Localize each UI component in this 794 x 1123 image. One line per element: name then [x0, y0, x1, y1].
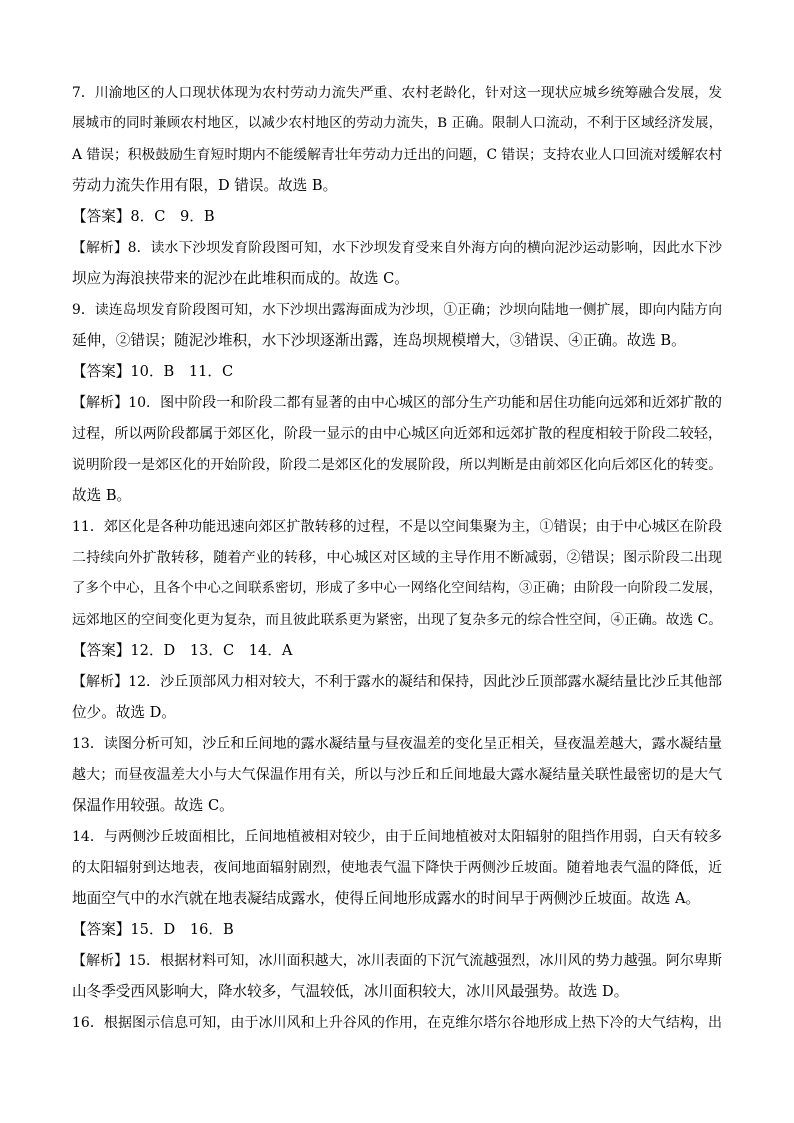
text-line: 【解析】8．读水下沙坝发育阶段图可知，水下沙坝发育受来自外海方向的横向泥沙运动影响，因此水下沙 [72, 240, 722, 256]
text-line: 地面空气中的水汽就在地表凝结成露水，使得丘间地形成露水的时间早于两侧沙丘坡面。故选 A。 [72, 890, 701, 907]
text-line: 坝应为海浪挟带来的泥沙在此堆积而成的。故选 C。 [72, 270, 409, 287]
text-line: 了多个中心，且各个中心之间联系密切，形成了多中心一网络化空间结构，③正确；由阶段一向阶段二发展， [72, 581, 722, 596]
answer-heading: 【答案】10．B 11．C [72, 363, 234, 380]
text-line: 山冬季受西风影响大，降水较多，气温较低，冰川面积较大，冰川风最强势。故选 D。 [72, 983, 629, 1000]
text-line: 保温作用较强。故选 C。 [72, 797, 234, 814]
text-line: A 错误；积极鼓励生育短时期内不能缓解青壮年劳动力迁出的问题，C 错误；支持农业人口回流对缓解农村 [72, 147, 723, 163]
text-line: 13．读图分析可知，沙丘和丘间地的露水凝结量与昼夜温差的变化呈正相关，昼夜温差越大，露水凝结量 [72, 736, 722, 752]
text-line: 说明阶段一是郊区化的开始阶段，阶段二是郊区化的发展阶段，所以判断是由前郊区化向后郊区化的转变。 [72, 457, 722, 473]
text-line: 故选 B。 [72, 487, 132, 504]
text-line: 远郊地区的空间变化更为复杂，而且彼此联系更为紧密，出现了复杂多元的综合性空间，④正确。故选 C。 [72, 612, 722, 628]
answer-heading: 【答案】12．D 13．C 14．A [72, 642, 293, 659]
text-line: 9．读连岛坝发育阶段图可知，水下沙坝出露海面成为沙坝，①正确；沙坝向陆地一侧扩展，即向内陆方向 [72, 302, 722, 318]
text-line: 16．根据图示信息可知，由于冰川风和上升谷风的作用，在克维尔塔尔谷地形成上热下冷的大气结构，出 [72, 1015, 722, 1031]
text-line: 7．川渝地区的人口现状体现为农村劳动力流失严重、农村老龄化，针对这一现状应城乡统筹融合发展，发 [72, 85, 722, 101]
text-line: 【解析】10．图中阶段一和阶段二都有显著的由中心城区的部分生产功能和居住功能向远郊和近郊扩散的 [72, 395, 722, 411]
answer-heading: 【答案】8．C 9．B [72, 208, 215, 225]
text-line: 14．与两侧沙丘坡面相比，丘间地植被相对较少，由于丘间地植被对太阳辐射的阻挡作用弱，白天有较多 [72, 829, 722, 845]
text-line: 位少。故选 D。 [72, 704, 176, 721]
text-line: 劳动力流失作用有限，D 错误。故选 B。 [72, 177, 338, 194]
text-line: 越大；而昼夜温差大小与大气保温作用有关，所以与沙丘和丘间地最大露水凝结量关联性最密切的是大气 [72, 767, 722, 783]
text-line: 延伸，②错误；随泥沙堆积，水下沙坝逐渐出露，连岛坝规模增大，③错误、④正确。故选 B。 [72, 332, 686, 349]
text-line: 的太阳辐射到达地表，夜间地面辐射剧烈，使地表气温下降快于两侧沙丘坡面。随着地表气温的降低，近 [72, 860, 722, 876]
text-line: 【解析】12．沙丘顶部风力相对较大，不利于露水的凝结和保持，因此沙丘顶部露水凝结量比沙丘其他部 [72, 674, 722, 690]
text-line: 展城市的同时兼顾农村地区，以减少农村地区的劳动力流失，B 正确。限制人口流动，不利于区域经济发展， [72, 116, 722, 131]
text-line: 【解析】15．根据材料可知，冰川面积越大，冰川表面的下沉气流越强烈，冰川风的势力越强。阿尔卑斯 [72, 953, 722, 969]
text-line: 11．郊区化是各种功能迅速向郊区扩散转移的过程，不是以空间集聚为主，①错误；由于中心城区在阶段 [72, 519, 722, 535]
answer-heading: 【答案】15．D 16．B [72, 921, 234, 938]
text-line: 过程，所以两阶段都属于郊区化，阶段一显示的由中心城区向近郊和远郊扩散的程度相较于阶段二较轻， [72, 426, 722, 442]
text-line: 二持续向外扩散转移，随着产业的转移，中心城区对区域的主导作用不断减弱，②错误；图示阶段二出现 [72, 550, 722, 566]
